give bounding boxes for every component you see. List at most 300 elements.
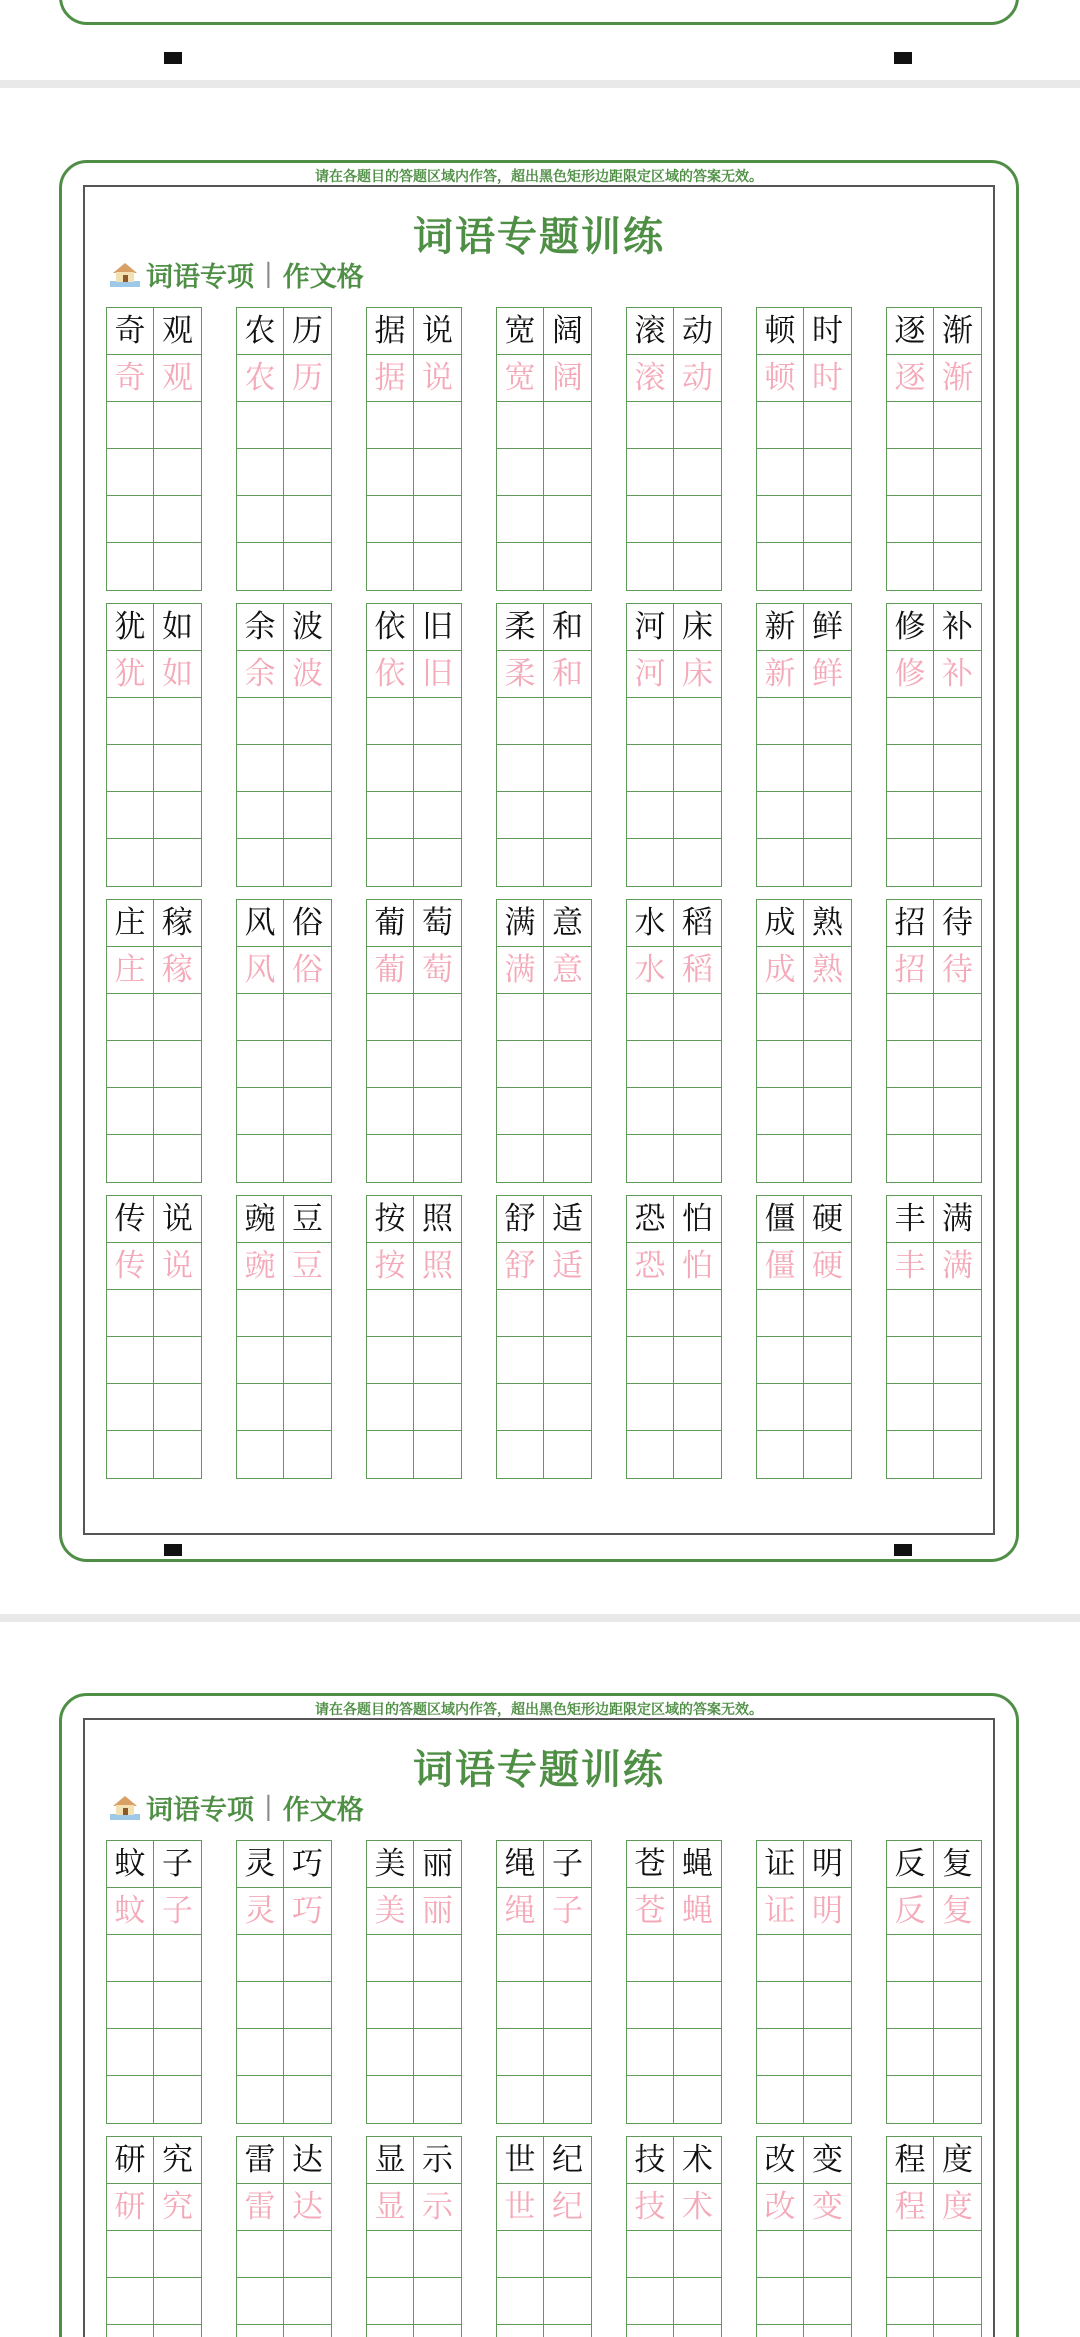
writing-cell[interactable] [497, 994, 544, 1041]
writing-cell[interactable] [284, 1041, 331, 1088]
writing-cell[interactable] [804, 1431, 851, 1478]
writing-cell[interactable] [674, 2278, 721, 2325]
writing-cell[interactable] [627, 402, 674, 449]
writing-cell[interactable] [154, 543, 201, 590]
writing-cell[interactable] [497, 1982, 544, 2029]
writing-cell[interactable] [107, 543, 154, 590]
writing-cell[interactable] [367, 994, 414, 1041]
writing-cell[interactable] [627, 2278, 674, 2325]
writing-cell[interactable] [887, 496, 934, 543]
writing-cell[interactable] [674, 994, 721, 1041]
writing-cell[interactable] [934, 1935, 981, 1982]
writing-cell[interactable] [887, 402, 934, 449]
writing-cell[interactable] [934, 1088, 981, 1135]
writing-cell[interactable] [627, 2029, 674, 2076]
writing-cell[interactable] [414, 2029, 461, 2076]
writing-cell[interactable] [154, 698, 201, 745]
writing-cell[interactable] [284, 1135, 331, 1182]
writing-cell[interactable] [154, 2231, 201, 2278]
writing-cell[interactable] [674, 449, 721, 496]
writing-cell[interactable] [367, 839, 414, 886]
writing-cell[interactable] [804, 449, 851, 496]
writing-cell[interactable] [414, 543, 461, 590]
writing-cell[interactable] [544, 1041, 591, 1088]
writing-cell[interactable] [627, 839, 674, 886]
writing-cell[interactable] [367, 543, 414, 590]
writing-cell[interactable] [284, 994, 331, 1041]
writing-cell[interactable] [544, 2076, 591, 2123]
writing-cell[interactable] [367, 1041, 414, 1088]
writing-cell[interactable] [154, 2076, 201, 2123]
writing-cell[interactable] [107, 1982, 154, 2029]
writing-cell[interactable] [107, 839, 154, 886]
writing-cell[interactable] [544, 1290, 591, 1337]
writing-cell[interactable] [544, 1431, 591, 1478]
writing-cell[interactable] [497, 2325, 544, 2337]
writing-cell[interactable] [237, 1088, 284, 1135]
writing-cell[interactable] [367, 1290, 414, 1337]
writing-cell[interactable] [757, 1982, 804, 2029]
writing-cell[interactable] [887, 1935, 934, 1982]
writing-cell[interactable] [757, 496, 804, 543]
writing-cell[interactable] [934, 1384, 981, 1431]
writing-cell[interactable] [414, 1384, 461, 1431]
writing-cell[interactable] [284, 496, 331, 543]
writing-cell[interactable] [497, 1041, 544, 1088]
writing-cell[interactable] [757, 2231, 804, 2278]
writing-cell[interactable] [154, 1935, 201, 1982]
writing-cell[interactable] [107, 994, 154, 1041]
writing-cell[interactable] [804, 543, 851, 590]
writing-cell[interactable] [757, 2029, 804, 2076]
writing-cell[interactable] [887, 2278, 934, 2325]
writing-cell[interactable] [544, 2278, 591, 2325]
writing-cell[interactable] [107, 745, 154, 792]
writing-cell[interactable] [544, 1088, 591, 1135]
writing-cell[interactable] [887, 1088, 934, 1135]
writing-cell[interactable] [674, 2029, 721, 2076]
writing-cell[interactable] [107, 1431, 154, 1478]
writing-cell[interactable] [804, 1088, 851, 1135]
writing-cell[interactable] [414, 1135, 461, 1182]
writing-cell[interactable] [154, 745, 201, 792]
writing-cell[interactable] [284, 2076, 331, 2123]
writing-cell[interactable] [367, 1431, 414, 1478]
writing-cell[interactable] [934, 449, 981, 496]
writing-cell[interactable] [237, 2076, 284, 2123]
writing-cell[interactable] [804, 994, 851, 1041]
writing-cell[interactable] [887, 1135, 934, 1182]
writing-cell[interactable] [674, 1384, 721, 1431]
writing-cell[interactable] [627, 1384, 674, 1431]
writing-cell[interactable] [544, 745, 591, 792]
writing-cell[interactable] [757, 1290, 804, 1337]
writing-cell[interactable] [367, 2278, 414, 2325]
writing-cell[interactable] [414, 402, 461, 449]
writing-cell[interactable] [544, 2029, 591, 2076]
writing-cell[interactable] [887, 839, 934, 886]
writing-cell[interactable] [284, 792, 331, 839]
writing-cell[interactable] [804, 1935, 851, 1982]
writing-cell[interactable] [367, 792, 414, 839]
writing-cell[interactable] [544, 2231, 591, 2278]
writing-cell[interactable] [237, 1431, 284, 1478]
writing-cell[interactable] [674, 1337, 721, 1384]
writing-cell[interactable] [627, 543, 674, 590]
writing-cell[interactable] [887, 2325, 934, 2337]
writing-cell[interactable] [627, 745, 674, 792]
writing-cell[interactable] [757, 2076, 804, 2123]
writing-cell[interactable] [284, 1337, 331, 1384]
writing-cell[interactable] [107, 1935, 154, 1982]
writing-cell[interactable] [804, 496, 851, 543]
writing-cell[interactable] [934, 2278, 981, 2325]
writing-cell[interactable] [414, 496, 461, 543]
writing-cell[interactable] [284, 698, 331, 745]
writing-cell[interactable] [414, 994, 461, 1041]
writing-cell[interactable] [107, 698, 154, 745]
writing-cell[interactable] [497, 839, 544, 886]
writing-cell[interactable] [367, 1135, 414, 1182]
writing-cell[interactable] [804, 698, 851, 745]
writing-cell[interactable] [367, 1935, 414, 1982]
writing-cell[interactable] [237, 2231, 284, 2278]
writing-cell[interactable] [804, 745, 851, 792]
writing-cell[interactable] [934, 2076, 981, 2123]
writing-cell[interactable] [107, 2231, 154, 2278]
writing-cell[interactable] [154, 1135, 201, 1182]
writing-cell[interactable] [887, 1337, 934, 1384]
writing-cell[interactable] [497, 745, 544, 792]
writing-cell[interactable] [497, 496, 544, 543]
writing-cell[interactable] [237, 402, 284, 449]
writing-cell[interactable] [154, 2278, 201, 2325]
writing-cell[interactable] [107, 1290, 154, 1337]
writing-cell[interactable] [544, 1384, 591, 1431]
writing-cell[interactable] [284, 839, 331, 886]
writing-cell[interactable] [497, 1935, 544, 1982]
writing-cell[interactable] [544, 1935, 591, 1982]
writing-cell[interactable] [284, 543, 331, 590]
writing-cell[interactable] [804, 2278, 851, 2325]
writing-cell[interactable] [544, 449, 591, 496]
writing-cell[interactable] [544, 994, 591, 1041]
writing-cell[interactable] [237, 496, 284, 543]
writing-cell[interactable] [674, 792, 721, 839]
writing-cell[interactable] [674, 1290, 721, 1337]
writing-cell[interactable] [107, 1041, 154, 1088]
writing-cell[interactable] [107, 496, 154, 543]
writing-cell[interactable] [107, 449, 154, 496]
writing-cell[interactable] [804, 2325, 851, 2337]
writing-cell[interactable] [497, 1337, 544, 1384]
writing-cell[interactable] [154, 1290, 201, 1337]
writing-cell[interactable] [934, 1135, 981, 1182]
writing-cell[interactable] [154, 1041, 201, 1088]
writing-cell[interactable] [497, 1088, 544, 1135]
writing-cell[interactable] [237, 839, 284, 886]
writing-cell[interactable] [367, 1384, 414, 1431]
writing-cell[interactable] [237, 543, 284, 590]
writing-cell[interactable] [237, 1982, 284, 2029]
writing-cell[interactable] [367, 745, 414, 792]
writing-cell[interactable] [674, 1135, 721, 1182]
writing-cell[interactable] [154, 792, 201, 839]
writing-cell[interactable] [237, 792, 284, 839]
writing-cell[interactable] [237, 1384, 284, 1431]
writing-cell[interactable] [284, 1088, 331, 1135]
writing-cell[interactable] [934, 1337, 981, 1384]
writing-cell[interactable] [627, 1088, 674, 1135]
writing-cell[interactable] [887, 2029, 934, 2076]
writing-cell[interactable] [284, 2231, 331, 2278]
writing-cell[interactable] [934, 1982, 981, 2029]
writing-cell[interactable] [887, 745, 934, 792]
writing-cell[interactable] [674, 745, 721, 792]
writing-cell[interactable] [284, 745, 331, 792]
writing-cell[interactable] [887, 1384, 934, 1431]
writing-cell[interactable] [154, 1431, 201, 1478]
writing-cell[interactable] [934, 496, 981, 543]
writing-cell[interactable] [804, 839, 851, 886]
writing-cell[interactable] [284, 1935, 331, 1982]
writing-cell[interactable] [237, 1135, 284, 1182]
writing-cell[interactable] [627, 1041, 674, 1088]
writing-cell[interactable] [284, 1290, 331, 1337]
writing-cell[interactable] [497, 1290, 544, 1337]
writing-cell[interactable] [367, 698, 414, 745]
writing-cell[interactable] [284, 402, 331, 449]
writing-cell[interactable] [497, 543, 544, 590]
writing-cell[interactable] [674, 1982, 721, 2029]
writing-cell[interactable] [757, 1135, 804, 1182]
writing-cell[interactable] [804, 1135, 851, 1182]
writing-cell[interactable] [757, 1041, 804, 1088]
writing-cell[interactable] [627, 1935, 674, 1982]
writing-cell[interactable] [154, 1337, 201, 1384]
writing-cell[interactable] [627, 1135, 674, 1182]
writing-cell[interactable] [154, 1982, 201, 2029]
writing-cell[interactable] [544, 698, 591, 745]
writing-cell[interactable] [627, 792, 674, 839]
writing-cell[interactable] [107, 2278, 154, 2325]
writing-cell[interactable] [757, 1935, 804, 1982]
writing-cell[interactable] [154, 839, 201, 886]
writing-cell[interactable] [804, 2076, 851, 2123]
writing-cell[interactable] [674, 1431, 721, 1478]
writing-cell[interactable] [237, 994, 284, 1041]
writing-cell[interactable] [627, 994, 674, 1041]
writing-cell[interactable] [367, 2231, 414, 2278]
writing-cell[interactable] [674, 2325, 721, 2337]
writing-cell[interactable] [757, 839, 804, 886]
writing-cell[interactable] [627, 2325, 674, 2337]
writing-cell[interactable] [237, 1337, 284, 1384]
writing-cell[interactable] [497, 2231, 544, 2278]
writing-cell[interactable] [367, 2325, 414, 2337]
writing-cell[interactable] [367, 1337, 414, 1384]
writing-cell[interactable] [627, 1290, 674, 1337]
writing-cell[interactable] [887, 994, 934, 1041]
writing-cell[interactable] [497, 2029, 544, 2076]
writing-cell[interactable] [544, 402, 591, 449]
writing-cell[interactable] [154, 2029, 201, 2076]
writing-cell[interactable] [544, 543, 591, 590]
writing-cell[interactable] [237, 1290, 284, 1337]
writing-cell[interactable] [367, 2029, 414, 2076]
writing-cell[interactable] [107, 1088, 154, 1135]
writing-cell[interactable] [934, 1041, 981, 1088]
writing-cell[interactable] [757, 698, 804, 745]
writing-cell[interactable] [414, 1431, 461, 1478]
writing-cell[interactable] [804, 1384, 851, 1431]
writing-cell[interactable] [154, 496, 201, 543]
writing-cell[interactable] [674, 543, 721, 590]
writing-cell[interactable] [544, 2325, 591, 2337]
writing-cell[interactable] [627, 1982, 674, 2029]
writing-cell[interactable] [674, 2231, 721, 2278]
writing-cell[interactable] [237, 2278, 284, 2325]
writing-cell[interactable] [367, 1088, 414, 1135]
writing-cell[interactable] [934, 543, 981, 590]
writing-cell[interactable] [887, 1290, 934, 1337]
writing-cell[interactable] [414, 1290, 461, 1337]
writing-cell[interactable] [804, 1290, 851, 1337]
writing-cell[interactable] [497, 792, 544, 839]
writing-cell[interactable] [674, 839, 721, 886]
writing-cell[interactable] [414, 1337, 461, 1384]
writing-cell[interactable] [934, 2325, 981, 2337]
writing-cell[interactable] [674, 1041, 721, 1088]
writing-cell[interactable] [934, 2231, 981, 2278]
writing-cell[interactable] [627, 496, 674, 543]
writing-cell[interactable] [674, 1088, 721, 1135]
writing-cell[interactable] [674, 496, 721, 543]
writing-cell[interactable] [497, 2076, 544, 2123]
writing-cell[interactable] [367, 2076, 414, 2123]
writing-cell[interactable] [414, 1982, 461, 2029]
writing-cell[interactable] [237, 745, 284, 792]
writing-cell[interactable] [367, 1982, 414, 2029]
writing-cell[interactable] [544, 1135, 591, 1182]
writing-cell[interactable] [544, 839, 591, 886]
writing-cell[interactable] [414, 449, 461, 496]
writing-cell[interactable] [237, 698, 284, 745]
writing-cell[interactable] [804, 792, 851, 839]
writing-cell[interactable] [674, 402, 721, 449]
writing-cell[interactable] [544, 496, 591, 543]
writing-cell[interactable] [284, 2029, 331, 2076]
writing-cell[interactable] [627, 698, 674, 745]
writing-cell[interactable] [887, 2231, 934, 2278]
writing-cell[interactable] [627, 2076, 674, 2123]
writing-cell[interactable] [284, 1384, 331, 1431]
writing-cell[interactable] [804, 2029, 851, 2076]
writing-cell[interactable] [757, 792, 804, 839]
writing-cell[interactable] [674, 698, 721, 745]
writing-cell[interactable] [887, 2076, 934, 2123]
writing-cell[interactable] [107, 402, 154, 449]
writing-cell[interactable] [497, 698, 544, 745]
writing-cell[interactable] [757, 1384, 804, 1431]
writing-cell[interactable] [887, 449, 934, 496]
writing-cell[interactable] [934, 2029, 981, 2076]
writing-cell[interactable] [804, 1337, 851, 1384]
writing-cell[interactable] [757, 1337, 804, 1384]
writing-cell[interactable] [284, 1431, 331, 1478]
writing-cell[interactable] [154, 449, 201, 496]
writing-cell[interactable] [284, 1982, 331, 2029]
writing-cell[interactable] [804, 2231, 851, 2278]
writing-cell[interactable] [757, 543, 804, 590]
writing-cell[interactable] [367, 496, 414, 543]
writing-cell[interactable] [887, 543, 934, 590]
writing-cell[interactable] [757, 1431, 804, 1478]
writing-cell[interactable] [757, 449, 804, 496]
writing-cell[interactable] [107, 1384, 154, 1431]
writing-cell[interactable] [154, 402, 201, 449]
writing-cell[interactable] [414, 839, 461, 886]
writing-cell[interactable] [757, 402, 804, 449]
writing-cell[interactable] [107, 1337, 154, 1384]
writing-cell[interactable] [544, 792, 591, 839]
writing-cell[interactable] [497, 449, 544, 496]
writing-cell[interactable] [757, 1088, 804, 1135]
writing-cell[interactable] [674, 2076, 721, 2123]
writing-cell[interactable] [107, 2029, 154, 2076]
writing-cell[interactable] [414, 1935, 461, 1982]
writing-cell[interactable] [367, 449, 414, 496]
writing-cell[interactable] [497, 402, 544, 449]
writing-cell[interactable] [934, 1431, 981, 1478]
writing-cell[interactable] [154, 1384, 201, 1431]
writing-cell[interactable] [674, 1935, 721, 1982]
writing-cell[interactable] [414, 2231, 461, 2278]
writing-cell[interactable] [414, 745, 461, 792]
writing-cell[interactable] [497, 1384, 544, 1431]
writing-cell[interactable] [757, 994, 804, 1041]
writing-cell[interactable] [887, 1431, 934, 1478]
writing-cell[interactable] [237, 2029, 284, 2076]
writing-cell[interactable] [887, 698, 934, 745]
writing-cell[interactable] [804, 1982, 851, 2029]
writing-cell[interactable] [414, 1041, 461, 1088]
writing-cell[interactable] [367, 402, 414, 449]
writing-cell[interactable] [107, 2076, 154, 2123]
writing-cell[interactable] [544, 1337, 591, 1384]
writing-cell[interactable] [804, 1041, 851, 1088]
writing-cell[interactable] [934, 994, 981, 1041]
writing-cell[interactable] [544, 1982, 591, 2029]
writing-cell[interactable] [414, 792, 461, 839]
writing-cell[interactable] [934, 402, 981, 449]
writing-cell[interactable] [757, 745, 804, 792]
writing-cell[interactable] [284, 449, 331, 496]
writing-cell[interactable] [414, 698, 461, 745]
writing-cell[interactable] [237, 1041, 284, 1088]
writing-cell[interactable] [887, 1982, 934, 2029]
writing-cell[interactable] [627, 1337, 674, 1384]
writing-cell[interactable] [804, 402, 851, 449]
writing-cell[interactable] [284, 2325, 331, 2337]
writing-cell[interactable] [934, 839, 981, 886]
writing-cell[interactable] [284, 2278, 331, 2325]
writing-cell[interactable] [627, 1431, 674, 1478]
writing-cell[interactable] [107, 1135, 154, 1182]
writing-cell[interactable] [237, 449, 284, 496]
writing-cell[interactable] [497, 2278, 544, 2325]
writing-cell[interactable] [154, 994, 201, 1041]
